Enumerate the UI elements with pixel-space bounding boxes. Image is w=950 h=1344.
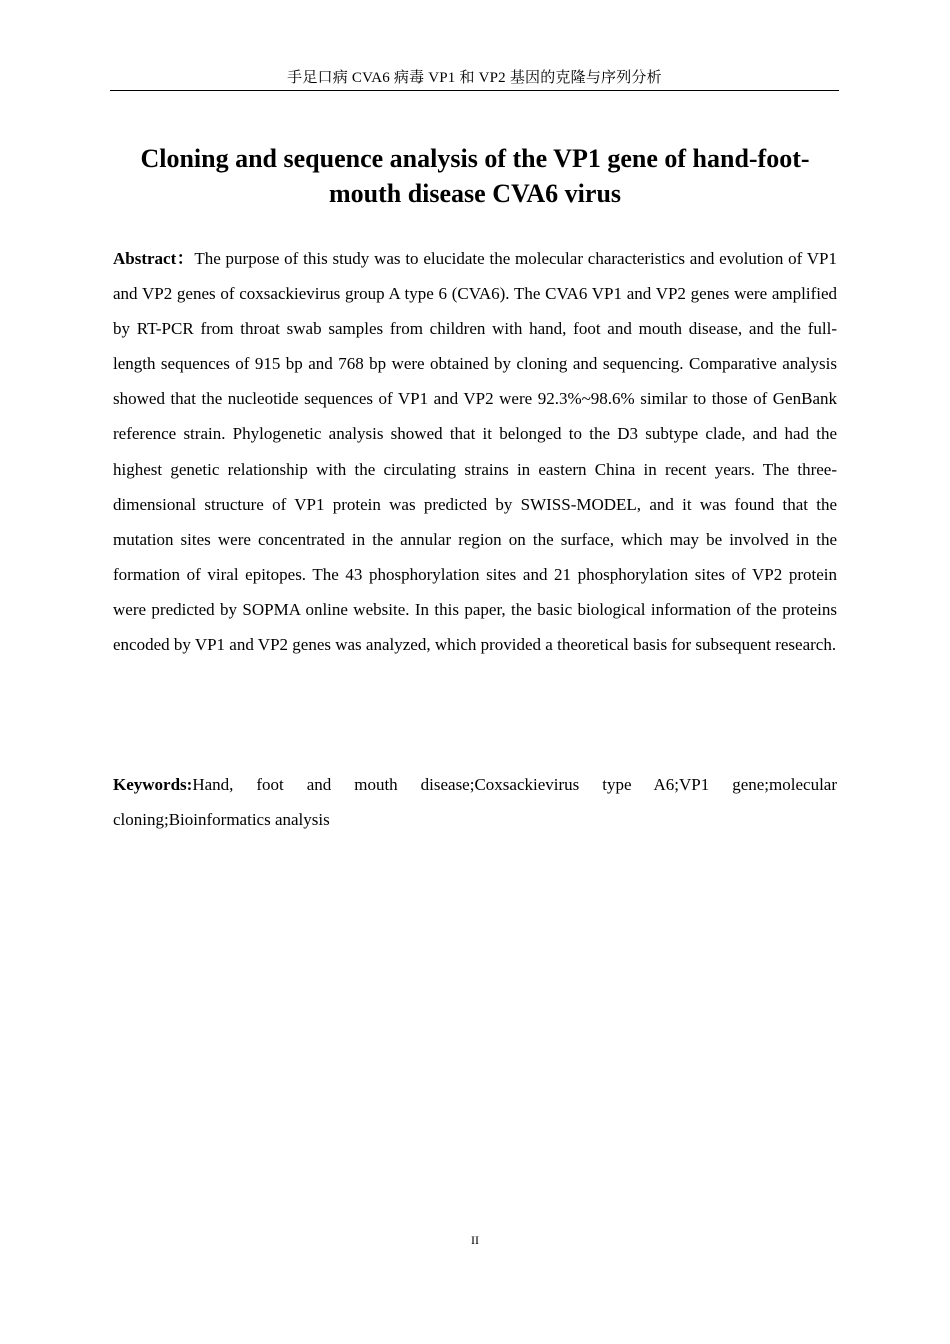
- abstract-text: The purpose of this study was to elucidate the molecular characteristics and evolution of VP1 and VP2 genes of coxsackievirus group A type 6 (CVA6). The CVA6 VP1 and VP2 genes were amplified by RT-PCR from throat swab samples from children with hand, foot and mouth disease, and the full-length sequences of 915 bp and 768 bp were obtained by cloning and sequencing. Comparative analysis showed that the nucleotide sequences of VP1 and VP2 were 92.3%~98.6% similar to those of GenBank reference strain. Phylogenetic analysis showed that it belonged to the D3 subtype clade, and had the highest genetic relationship with the circulating strains in eastern China in recent years. The three-dimensional structure of VP1 protein was predicted by SWISS-MODEL, and it was found that the mutation sites were concentrated in the annular region on the surface, which may be involved in the formation of viral epitopes. The 43 phosphorylation sites and 21 phosphorylation sites of VP2 protein were predicted by SOPMA online website. In this paper, the basic biological information of the proteins encoded by VP1 and VP2 genes was analyzed, which provided a theoretical basis for subsequent research.: [113, 249, 837, 655]
- keywords-label: Keywords:: [113, 775, 193, 794]
- running-header: 手足口病 CVA6 病毒 VP1 和 VP2 基因的克隆与序列分析: [110, 66, 839, 91]
- keywords-text: Hand, foot and mouth disease;Coxsackievirus type A6;VP1 gene;molecular cloning;Bioinformatics analysis: [113, 775, 837, 830]
- keywords-paragraph: [113, 767, 837, 837]
- abstract-paragraph: [113, 241, 837, 662]
- paper-title: Cloning and sequence analysis of the VP1 gene of hand-foot-mouth disease CVA6 virus: [140, 144, 810, 208]
- page-number: II: [471, 1233, 479, 1247]
- abstract-label: Abstract：: [113, 249, 195, 268]
